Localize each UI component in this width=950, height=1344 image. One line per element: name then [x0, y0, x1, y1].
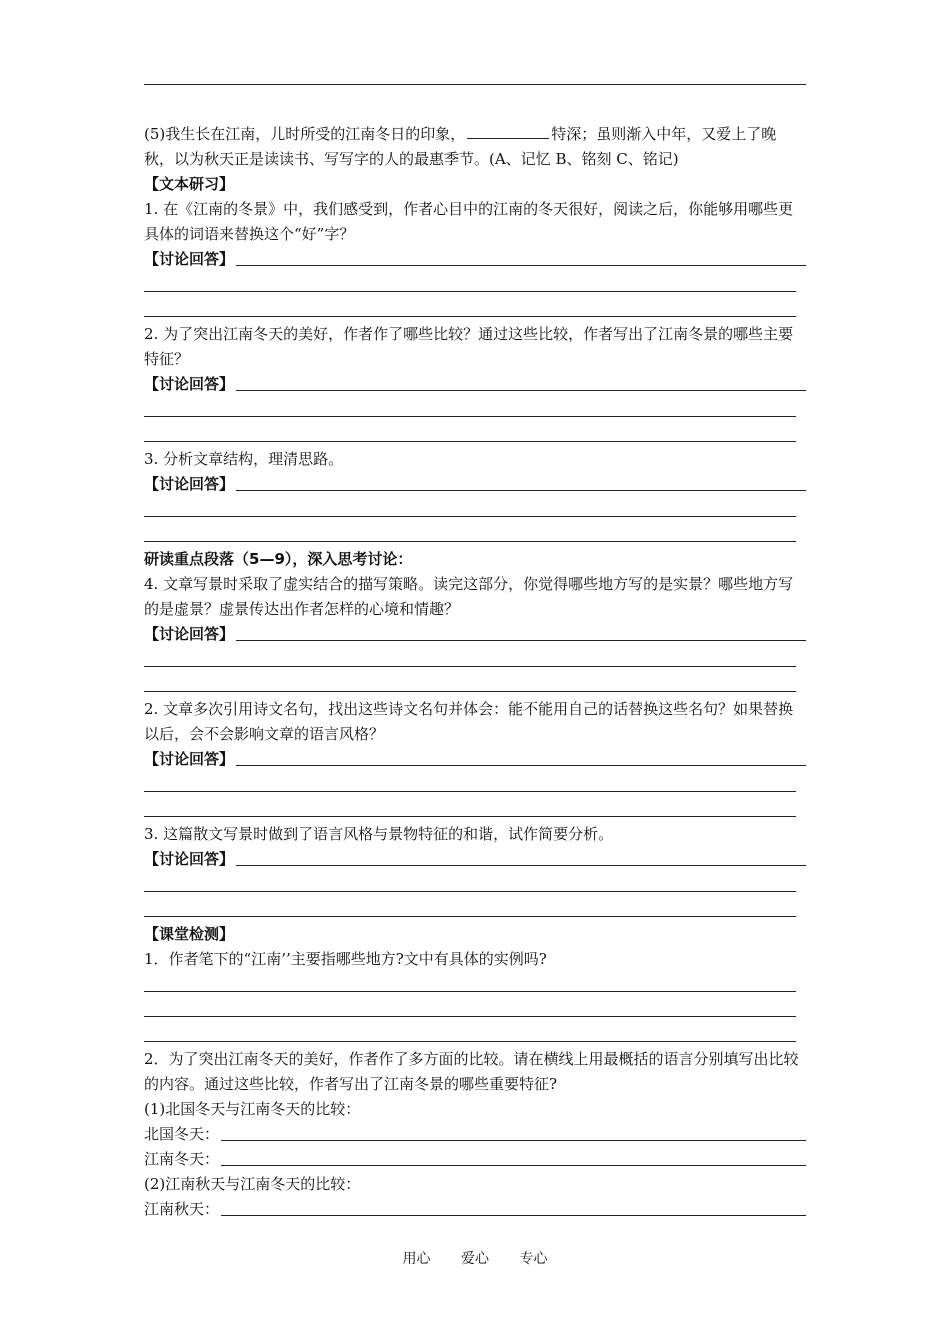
- answer-row: [144, 247, 806, 272]
- answer-row: [144, 747, 806, 772]
- test-question-2: 2．为了突出江南冬天的美好，作者作了多方面的比较。请在横线上用最概括的语言分别填写出比较的内容。通过这些比较，作者写出了江南冬景的哪些重要特征?: [144, 1050, 799, 1093]
- answer-line[interactable]: [144, 972, 806, 997]
- question-a1: 1. 在《江南的冬景》中，我们感受到，作者心目中的江南的冬天很好，阅读之后，你能够用哪些更具体的词语来替换这个“好”字？: [144, 200, 794, 243]
- answer-line[interactable]: [144, 797, 806, 822]
- answer-line[interactable]: [144, 997, 806, 1022]
- compare-row: [144, 1147, 806, 1172]
- focus-heading: 研读重点段落（5—9），深入思考讨论：: [144, 550, 413, 568]
- answer-label: 【讨论回答】: [144, 250, 235, 268]
- answer-label: 【讨论回答】: [144, 625, 235, 643]
- footer-word: 专心: [519, 1251, 548, 1267]
- answer-line[interactable]: [236, 749, 806, 766]
- answer-line[interactable]: [144, 872, 806, 897]
- answer-line[interactable]: [144, 647, 806, 672]
- compare-label: 北国冬天：: [144, 1125, 220, 1143]
- compare-label: 江南秋天：: [144, 1200, 220, 1218]
- question-5-after: 特深；虽则渐入中年，又爱上了晚秋，以为秋天正是读读书、写写字的人的最惠季节。(A、记忆 B、铭刻 C、铭记): [144, 125, 777, 168]
- answer-line[interactable]: [236, 374, 806, 391]
- answer-line[interactable]: [144, 772, 806, 797]
- answer-line[interactable]: [144, 897, 806, 922]
- test-question-1: 1．作者笔下的“江南’’主要指哪些地方?文中有具体的实例吗?: [144, 950, 547, 968]
- answer-label: 【讨论回答】: [144, 750, 235, 768]
- compare-1-title: (1)北国冬天与江南冬天的比较：: [144, 1100, 361, 1118]
- answer-label: 【讨论回答】: [144, 850, 235, 868]
- compare-row: [144, 1197, 806, 1222]
- question-b1: 4. 文章写景时采取了虚实结合的描写策略。读完这部分，你觉得哪些地方写的是实景？哪些地方写的是虚景？虚景传达出作者怎样的心境和情趣？: [144, 575, 794, 618]
- footer-word: 用心: [402, 1251, 431, 1267]
- answer-line[interactable]: [144, 397, 806, 422]
- worksheet-content: [144, 122, 806, 1222]
- compare-label: 江南冬天：: [144, 1150, 220, 1168]
- question-a3: 3. 分析文章结构，理清思路。: [144, 450, 344, 468]
- question-b2: 2. 文章多次引用诗文名句，找出这些诗文名句并体会：能不能用自己的话替换这些名句？如果替换以后，会不会影响文章的语言风格？: [144, 700, 794, 743]
- answer-label: 【讨论回答】: [144, 375, 235, 393]
- answer-line[interactable]: [236, 849, 806, 866]
- answer-row: [144, 372, 806, 397]
- answer-line[interactable]: [144, 297, 806, 322]
- footer-word: 爱心: [461, 1251, 489, 1267]
- answer-line[interactable]: [221, 1199, 806, 1216]
- answer-line[interactable]: [221, 1124, 806, 1141]
- header-rule: [144, 84, 806, 85]
- answer-row: [144, 847, 806, 872]
- answer-line[interactable]: [236, 474, 806, 491]
- answer-row: [144, 622, 806, 647]
- question-b3: 3. 这篇散文写景时做到了语言风格与景物特征的和谐，试作简要分析。: [144, 825, 614, 843]
- answer-line[interactable]: [144, 497, 806, 522]
- question-5-before: (5)我生长在江南，儿时所受的江南冬日的印象，: [144, 125, 466, 143]
- question-5: [144, 122, 806, 172]
- compare-2-title: (2)江南秋天与江南冬天的比较：: [144, 1175, 361, 1193]
- answer-line[interactable]: [236, 249, 806, 266]
- answer-line[interactable]: [144, 1022, 806, 1047]
- fill-blank[interactable]: [467, 124, 549, 139]
- page-footer: [0, 1248, 950, 1268]
- compare-row: [144, 1122, 806, 1147]
- section-heading-study: 【文本研习】: [144, 175, 235, 193]
- answer-label: 【讨论回答】: [144, 475, 235, 493]
- answer-line[interactable]: [144, 272, 806, 297]
- answer-line[interactable]: [144, 672, 806, 697]
- answer-line[interactable]: [236, 624, 806, 641]
- question-a2: 2. 为了突出江南冬天的美好，作者作了哪些比较？通过这些比较，作者写出了江南冬景的哪些主要特征？: [144, 325, 794, 368]
- answer-line[interactable]: [144, 422, 806, 447]
- section-heading-test: 【课堂检测】: [144, 925, 235, 943]
- answer-row: [144, 472, 806, 497]
- answer-line[interactable]: [221, 1149, 806, 1166]
- answer-line[interactable]: [144, 522, 806, 547]
